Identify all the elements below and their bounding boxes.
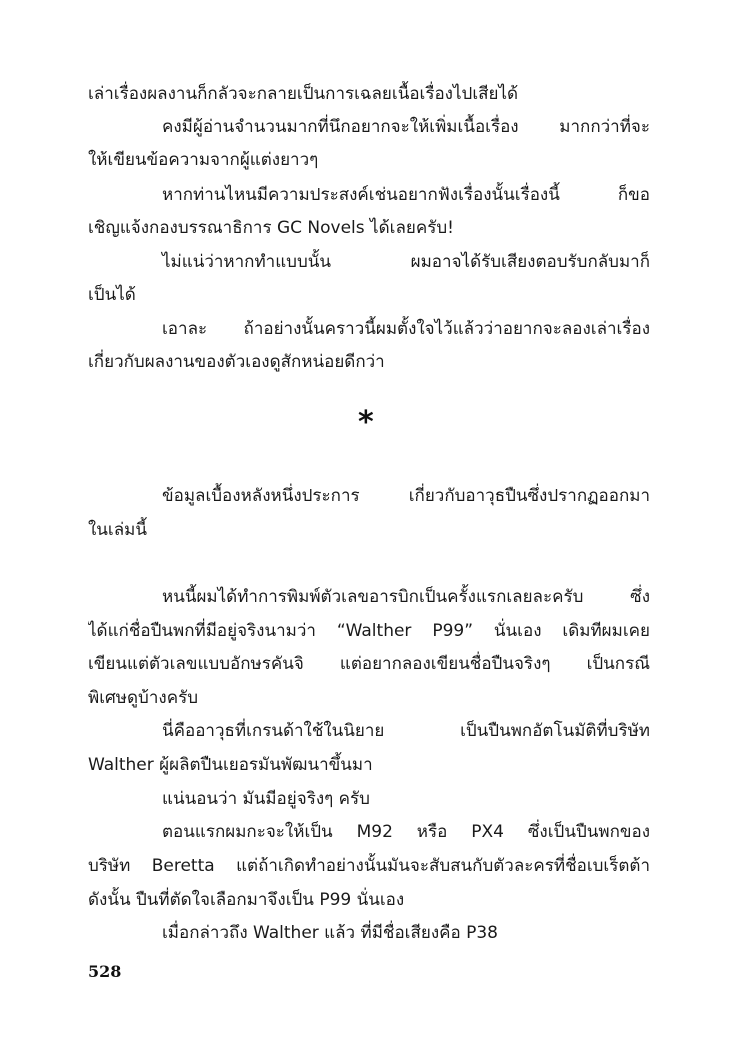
text-line: เมื่อกล่าวถึง Walther แล้ว ที่มีชื่อเสียงคือ P38	[162, 923, 498, 943]
text-line: เอาละ ถ้าอย่างนั้นคราวนี้ผมตั้งใจไว้แล้วว่าอยากจะลองเล่าเรื่อง	[162, 319, 650, 339]
text-line: ไม่แน่ว่าหากทำแบบนั้น ผมอาจได้รับเสียงตอบรับกลับมาก็	[162, 252, 650, 272]
text-line: ตอนแรกผมกะจะให้เป็น M92 หรือ PX4 ซึ่งเป็นปืนพกของ	[162, 822, 650, 842]
text-line: บริษัท Beretta แต่ถ้าเกิดทำอย่างนั้นมันจะสับสนกับตัวละครที่ชื่อเบเร็ตต้า	[88, 856, 650, 876]
text-line: เขียนแต่ตัวเลขแบบอักษรคันจิ แต่อยากลองเขียนชื่อปืนจริงๆ เป็นกรณี	[88, 654, 650, 674]
text-line: ในเล่มนี้	[88, 520, 147, 540]
section-separator: *	[358, 405, 374, 440]
text-line: แน่นอนว่า มันมีอยู่จริงๆ ครับ	[162, 789, 370, 809]
page-number: 528	[88, 962, 122, 981]
text-line: คงมีผู้อ่านจำนวนมากที่นึกอยากจะให้เพิ่มเนื้อเรื่อง มากกว่าที่จะ	[162, 117, 650, 137]
text-line: เชิญแจ้งกองบรรณาธิการ GC Novels ได้เลยครับ!	[88, 218, 454, 238]
text-line: ให้เขียนข้อความจากผู้แต่งยาวๆ	[88, 150, 319, 170]
text-line: หนนี้ผมได้ทำการพิมพ์ตัวเลขอารบิกเป็นครั้งแรกเลยละครับ ซึ่ง	[162, 587, 650, 607]
text-line: ได้แก่ชื่อปืนพกที่มีอยู่จริงนามว่า “Walther P99” นั่นเอง เดิมทีผมเคย	[88, 621, 650, 641]
text-line: หากท่านไหนมีความประสงค์เช่นอยากฟังเรื่องนั้นเรื่องนี้ ก็ขอ	[162, 185, 650, 205]
text-line: Walther ผู้ผลิตปืนเยอรมันพัฒนาขึ้นมา	[88, 755, 373, 775]
text-line: เกี่ยวกับผลงานของตัวเองดูสักหน่อยดีกว่า	[88, 352, 385, 372]
text-line: เล่าเรื่องผลงานก็กลัวจะกลายเป็นการเฉลยเนื้อเรื่องไปเสียได้	[88, 84, 519, 104]
text-line: เป็นได้	[88, 285, 136, 305]
text-line: นี่คืออาวุธที่เกรนด้าใช้ในนิยาย เป็นปืนพกอัตโนมัติที่บริษัท	[162, 721, 650, 741]
text-line: พิเศษดูบ้างครับ	[88, 688, 198, 708]
text-line: ข้อมูลเบื้องหลังหนึ่งประการ เกี่ยวกับอาวุธปืนซึ่งปรากฏออกมา	[162, 486, 650, 506]
text-line: ดังนั้น ปืนที่ตัดใจเลือกมาจึงเป็น P99 นั่นเอง	[88, 890, 405, 910]
